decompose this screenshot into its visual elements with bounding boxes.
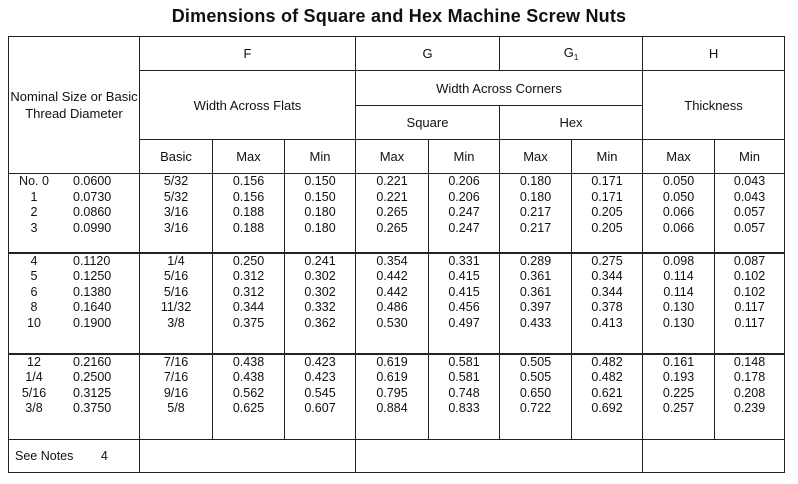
thickness-min-value: 0.043 <box>733 189 766 204</box>
f-min-value: 0.545 <box>304 385 336 400</box>
square-min-value: 0.833 <box>448 401 480 416</box>
square-min-value: 0.415 <box>448 284 480 299</box>
f-max-value: 0.188 <box>232 205 265 220</box>
square-min-cell <box>429 174 500 253</box>
header-hex-max: Max <box>500 140 572 174</box>
header-width-across-corners: Width Across Corners <box>356 71 643 106</box>
f-max-value: 0.312 <box>232 284 265 299</box>
thickness-max-value: 0.066 <box>662 220 695 235</box>
f-max-value: 0.344 <box>232 300 265 315</box>
square-max-value: 0.265 <box>376 220 408 235</box>
square-min-value: 0.247 <box>448 205 480 220</box>
header-g1: $G_1$ <box>500 37 643 71</box>
f-min-value: 0.150 <box>304 189 336 204</box>
hex-min-cell <box>572 354 643 440</box>
thickness-max-value: 0.130 <box>662 300 695 315</box>
nominal-size: 1/4 <box>25 370 43 385</box>
header-hex: Hex <box>500 106 643 140</box>
hex-min-value: 0.692 <box>591 401 623 416</box>
nominal-size: 6 <box>30 284 38 299</box>
page-title: Dimensions of Square and Hex Machine Screw Nuts <box>171 6 627 26</box>
hex-min-value: 0.482 <box>591 370 623 385</box>
hex-min-value: 0.344 <box>591 284 623 299</box>
hex-max-value: 0.433 <box>519 315 552 330</box>
f-max-value: 0.156 <box>232 174 265 188</box>
thickness-min-value: 0.117 <box>734 315 765 330</box>
hex-max-value: 0.722 <box>519 401 552 416</box>
header-f: F <box>140 37 356 71</box>
size-line <box>9 174 139 190</box>
square-min-value: 0.456 <box>448 300 480 315</box>
basic-diameter: 0.1120 <box>73 253 111 268</box>
header-f-min: Min <box>285 140 356 174</box>
size-cell <box>9 253 140 354</box>
header-g: G <box>356 37 500 71</box>
hex-max-value: 0.180 <box>519 174 552 188</box>
f-min-value: 0.362 <box>304 315 336 330</box>
header-f-basic: Basic <box>140 140 213 174</box>
hex-max-cell <box>500 174 572 253</box>
f-basic-value: 5/32 <box>163 189 189 204</box>
basic-diameter: 0.1640 <box>73 300 112 315</box>
f-min-cell <box>285 174 356 253</box>
thickness-max-value: 0.225 <box>662 385 695 400</box>
f-min-value: 0.302 <box>304 284 336 299</box>
square-max-cell <box>356 174 429 253</box>
hex-min-value: 0.621 <box>591 385 623 400</box>
size-line <box>9 269 139 285</box>
notes-f-empty <box>140 440 356 473</box>
nominal-size: No. 0 <box>19 174 49 188</box>
hex-max-value: 0.289 <box>519 253 552 268</box>
thickness-min-value: 0.102 <box>733 284 766 299</box>
nominal-size: 4 <box>30 253 38 268</box>
f-max-value: 0.438 <box>232 370 265 385</box>
hex-max-value: 0.505 <box>519 370 552 385</box>
header-width-across-flats: Width Across Flats <box>140 71 356 140</box>
f-basic-value: 3/8 <box>167 315 185 330</box>
size-line <box>9 401 139 417</box>
f-basic-cell <box>140 354 213 440</box>
thickness-min-value: 0.087 <box>733 253 766 268</box>
f-min-cell <box>285 354 356 440</box>
f-max-value: 0.562 <box>232 385 265 400</box>
size-line <box>9 190 139 206</box>
basic-diameter: 0.3125 <box>73 385 112 400</box>
hex-min-value: 0.344 <box>591 269 623 284</box>
square-min-value: 0.581 <box>448 354 480 369</box>
square-min-cell <box>429 253 500 354</box>
thickness-max-cell <box>643 174 715 253</box>
f-min-value: 0.302 <box>304 269 336 284</box>
f-min-value: 0.423 <box>304 370 336 385</box>
square-min-value: 0.206 <box>448 174 480 188</box>
hex-max-value: 0.361 <box>519 284 552 299</box>
hex-min-value: 0.205 <box>591 205 623 220</box>
basic-diameter: 0.2500 <box>73 370 112 385</box>
size-line <box>9 386 139 402</box>
thickness-min-value: 0.178 <box>733 370 766 385</box>
basic-diameter: 0.0600 <box>73 174 112 188</box>
square-max-value: 0.530 <box>376 315 408 330</box>
size-line <box>9 221 139 237</box>
notes-value: 4 <box>100 449 108 463</box>
f-basic-value: 5/16 <box>163 284 189 299</box>
thickness-min-value: 0.102 <box>733 269 766 284</box>
header-f-max: Max <box>213 140 285 174</box>
size-line <box>9 285 139 301</box>
hex-max-cell <box>500 354 572 440</box>
size-line <box>9 300 139 316</box>
f-basic-value: 7/16 <box>163 354 189 369</box>
basic-diameter: 0.0990 <box>73 220 112 235</box>
f-basic-value: 3/16 <box>163 220 189 235</box>
f-basic-value: 5/32 <box>163 174 189 188</box>
thickness-max-value: 0.114 <box>663 269 694 284</box>
header-square: Square <box>356 106 500 140</box>
f-min-value: 0.607 <box>304 401 336 416</box>
thickness-max-value: 0.161 <box>662 354 695 369</box>
hex-min-value: 0.205 <box>591 220 623 235</box>
thickness-max-cell <box>643 354 715 440</box>
size-line <box>9 205 139 221</box>
thickness-min-cell <box>715 174 785 253</box>
f-basic-value: 11/32 <box>160 300 192 315</box>
hex-min-value: 0.482 <box>591 354 623 369</box>
f-basic-value: 3/16 <box>163 205 189 220</box>
hex-min-value: 0.378 <box>591 300 623 315</box>
f-basic-value: 9/16 <box>163 385 189 400</box>
f-min-value: 0.241 <box>304 253 336 268</box>
thickness-max-value: 0.114 <box>663 284 694 299</box>
hex-max-cell <box>500 253 572 354</box>
hex-min-cell <box>572 174 643 253</box>
thickness-max-value: 0.050 <box>662 174 695 188</box>
square-max-value: 0.442 <box>376 269 408 284</box>
basic-diameter: 0.2160 <box>73 354 112 369</box>
nominal-size: 5/16 <box>21 385 47 400</box>
f-max-value: 0.438 <box>232 354 265 369</box>
notes-h-empty <box>643 440 785 473</box>
header-hex-min: Min <box>572 140 643 174</box>
square-max-value: 0.354 <box>376 253 408 268</box>
thickness-min-value: 0.057 <box>733 220 766 235</box>
square-min-value: 0.331 <box>448 253 480 268</box>
square-max-value: 0.221 <box>376 189 408 204</box>
f-min-value: 0.180 <box>304 220 336 235</box>
thickness-max-value: 0.098 <box>662 253 695 268</box>
header-square-min: Min <box>429 140 500 174</box>
table-row-group <box>9 354 785 440</box>
f-max-value: 0.156 <box>232 189 265 204</box>
f-min-value: 0.180 <box>304 205 336 220</box>
table-row-group <box>9 253 785 354</box>
size-line <box>9 370 139 386</box>
square-max-value: 0.265 <box>376 205 408 220</box>
hex-max-value: 0.650 <box>519 385 552 400</box>
square-max-value: 0.221 <box>376 174 408 188</box>
square-min-value: 0.206 <box>448 189 480 204</box>
thickness-min-value: 0.117 <box>734 300 765 315</box>
hex-min-value: 0.275 <box>591 253 623 268</box>
hex-min-value: 0.171 <box>591 174 623 188</box>
size-cell <box>9 354 140 440</box>
thickness-min-cell <box>715 253 785 354</box>
thickness-min-value: 0.148 <box>733 354 766 369</box>
nominal-size: 12 <box>27 354 41 369</box>
square-min-value: 0.247 <box>448 220 480 235</box>
size-line <box>9 254 139 270</box>
square-min-value: 0.497 <box>448 315 480 330</box>
notes-label: See Notes <box>15 449 74 463</box>
hex-max-value: 0.361 <box>519 269 552 284</box>
header-thickness: Thickness <box>643 71 785 140</box>
square-min-cell <box>429 354 500 440</box>
f-basic-cell <box>140 253 213 354</box>
header-h: H <box>643 37 785 71</box>
thickness-min-value: 0.239 <box>733 401 766 416</box>
thickness-max-value: 0.257 <box>662 401 695 416</box>
hex-min-value: 0.413 <box>591 315 623 330</box>
f-min-value: 0.150 <box>304 174 336 188</box>
hex-max-value: 0.397 <box>519 300 552 315</box>
square-min-value: 0.415 <box>448 269 480 284</box>
basic-diameter: 0.0730 <box>73 189 112 204</box>
thickness-min-value: 0.043 <box>733 174 766 188</box>
thickness-max-value: 0.050 <box>662 189 695 204</box>
size-line <box>9 316 139 332</box>
thickness-max-value: 0.193 <box>662 370 695 385</box>
f-max-value: 0.188 <box>232 220 265 235</box>
square-min-value: 0.581 <box>448 370 480 385</box>
basic-diameter: 0.0860 <box>73 205 112 220</box>
f-basic-value: 1/4 <box>167 253 185 268</box>
thickness-max-value: 0.130 <box>662 315 695 330</box>
f-max-cell <box>213 354 285 440</box>
square-max-value: 0.442 <box>376 284 408 299</box>
nominal-size: 8 <box>30 300 38 315</box>
notes-cell <box>9 440 140 473</box>
f-max-cell <box>213 174 285 253</box>
dimensions-table <box>8 36 785 473</box>
header-nominal-size: Nominal Size or Basic Thread Diameter <box>9 37 140 174</box>
f-basic-cell <box>140 174 213 253</box>
header-thickness-max: Max <box>643 140 715 174</box>
thickness-max-value: 0.066 <box>662 205 695 220</box>
hex-max-value: 0.505 <box>519 354 552 369</box>
thickness-max-cell <box>643 253 715 354</box>
thickness-min-value: 0.208 <box>733 385 766 400</box>
nominal-size: 5 <box>30 269 38 284</box>
nominal-size: 10 <box>27 315 41 330</box>
header-thickness-min: Min <box>715 140 785 174</box>
hex-max-value: 0.217 <box>519 205 552 220</box>
square-max-cell <box>356 354 429 440</box>
square-max-value: 0.795 <box>376 385 408 400</box>
nominal-size: 2 <box>30 205 38 220</box>
nominal-size: 1 <box>30 189 38 204</box>
header-square-max: Max <box>356 140 429 174</box>
f-basic-value: 7/16 <box>163 370 189 385</box>
hex-max-value: 0.180 <box>519 189 552 204</box>
basic-diameter: 0.3750 <box>73 401 112 416</box>
basic-diameter: 0.1250 <box>73 269 112 284</box>
f-max-value: 0.625 <box>232 401 265 416</box>
nominal-size: 3/8 <box>25 401 43 416</box>
square-max-value: 0.486 <box>376 300 408 315</box>
hex-min-cell <box>572 253 643 354</box>
f-max-value: 0.250 <box>232 253 265 268</box>
nominal-size: 3 <box>30 220 38 235</box>
square-min-value: 0.748 <box>448 385 480 400</box>
f-basic-value: 5/8 <box>167 401 185 416</box>
basic-diameter: 0.1380 <box>73 284 112 299</box>
square-max-value: 0.619 <box>376 354 408 369</box>
table-row-group <box>9 174 785 253</box>
hex-max-value: 0.217 <box>519 220 552 235</box>
thickness-min-cell <box>715 354 785 440</box>
f-min-value: 0.332 <box>304 300 336 315</box>
notes-g-empty <box>356 440 643 473</box>
f-max-cell <box>213 253 285 354</box>
basic-diameter: 0.1900 <box>73 315 112 330</box>
square-max-value: 0.619 <box>376 370 408 385</box>
f-min-cell <box>285 253 356 354</box>
f-min-value: 0.423 <box>304 354 336 369</box>
size-line <box>9 355 139 371</box>
square-max-value: 0.884 <box>376 401 408 416</box>
size-cell <box>9 174 140 253</box>
f-max-value: 0.312 <box>232 269 265 284</box>
hex-min-value: 0.171 <box>591 189 623 204</box>
f-basic-value: 5/16 <box>163 269 189 284</box>
square-max-cell <box>356 253 429 354</box>
f-max-value: 0.375 <box>232 315 265 330</box>
thickness-min-value: 0.057 <box>733 205 766 220</box>
